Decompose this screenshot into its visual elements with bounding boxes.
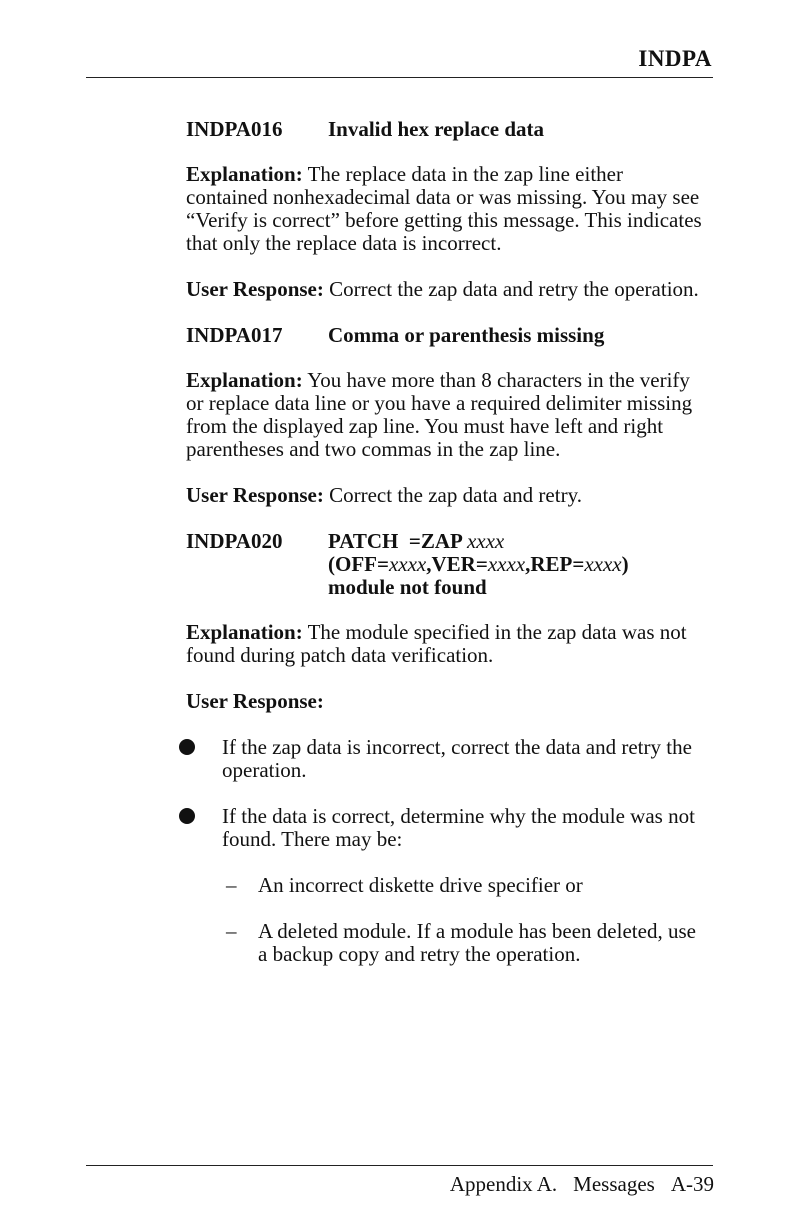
- explanation-text: The replace data in the zap line either contained nonhexadecimal data or was missing. You may see “Verify is correct” before getting this message. This indicates that only the replace data is incorrect.: [186, 162, 702, 255]
- message-id: INDPA016: [186, 117, 283, 141]
- bullet-item: [186, 805, 706, 851]
- placeholder-value: xxxx: [466, 529, 505, 553]
- explanation-label: Explanation:: [186, 620, 303, 644]
- explanation-paragraph: [186, 163, 706, 255]
- bullet-icon: [179, 808, 195, 824]
- user-response-label: User Response:: [186, 483, 324, 507]
- user-response-label: User Response:: [186, 277, 324, 301]
- explanation-paragraph: [186, 621, 706, 667]
- message-title: Comma or parenthesis missing: [328, 323, 605, 347]
- placeholder-value: xxxx: [487, 552, 526, 576]
- placeholder-value: xxxx: [388, 552, 427, 576]
- dash-text: An incorrect diskette drive specifier or: [258, 873, 583, 897]
- message-heading: [186, 324, 746, 347]
- message-heading: [186, 530, 746, 599]
- dash-text: A deleted module. If a module has been deleted, use a backup copy and retry the operation.: [258, 919, 696, 966]
- explanation-paragraph: [186, 369, 706, 461]
- footer-rule: [86, 1165, 713, 1166]
- footer-section: Appendix A.: [449, 1172, 558, 1196]
- explanation-label: Explanation:: [186, 368, 303, 392]
- bullet-item: [186, 736, 706, 782]
- dash-icon: –: [226, 919, 237, 943]
- user-response-text: Correct the zap data and retry.: [329, 483, 582, 507]
- title-part: ,VER=: [426, 552, 488, 576]
- page-header-title: INDPA: [638, 46, 712, 71]
- dash-icon: –: [226, 873, 237, 897]
- bullet-icon: [179, 739, 195, 755]
- user-response-paragraph: [186, 484, 706, 507]
- explanation-text: The module specified in the zap data was not found during patch data verification.: [186, 620, 687, 667]
- title-part: module not found: [328, 575, 487, 599]
- message-title: Invalid hex replace data: [328, 117, 545, 141]
- message-heading: [186, 118, 746, 141]
- user-response-paragraph: [186, 690, 706, 713]
- footer-chapter: Messages: [573, 1172, 655, 1196]
- title-part: ): [621, 552, 629, 576]
- footer-page-number: A-39: [670, 1172, 714, 1196]
- message-id: INDPA020: [186, 529, 283, 553]
- user-response-label: User Response:: [186, 689, 324, 713]
- message-id: INDPA017: [186, 323, 283, 347]
- message-title: [328, 530, 746, 599]
- user-response-text: Correct the zap data and retry the operation.: [329, 277, 699, 301]
- bullet-text: If the data is correct, determine why the module was not found. There may be:: [222, 804, 695, 851]
- title-part: PATCH =ZAP: [328, 529, 467, 553]
- placeholder-value: xxxx: [584, 552, 622, 576]
- page-footer: [450, 1172, 714, 1197]
- explanation-label: Explanation:: [186, 162, 303, 186]
- title-part: ,REP=: [525, 552, 585, 576]
- user-response-paragraph: [186, 278, 706, 301]
- page-content: [186, 118, 746, 989]
- dash-item: [186, 920, 706, 966]
- dash-item: [186, 874, 706, 897]
- bullet-text: If the zap data is incorrect, correct the data and retry the operation.: [222, 735, 692, 782]
- explanation-text: You have more than 8 characters in the verify or replace data line or you have a required delimiter missing from the displayed zap line. You must have left and right parentheses and two commas in the zap line.: [186, 368, 693, 461]
- title-part: (OFF=: [328, 552, 389, 576]
- header-rule: [86, 77, 713, 78]
